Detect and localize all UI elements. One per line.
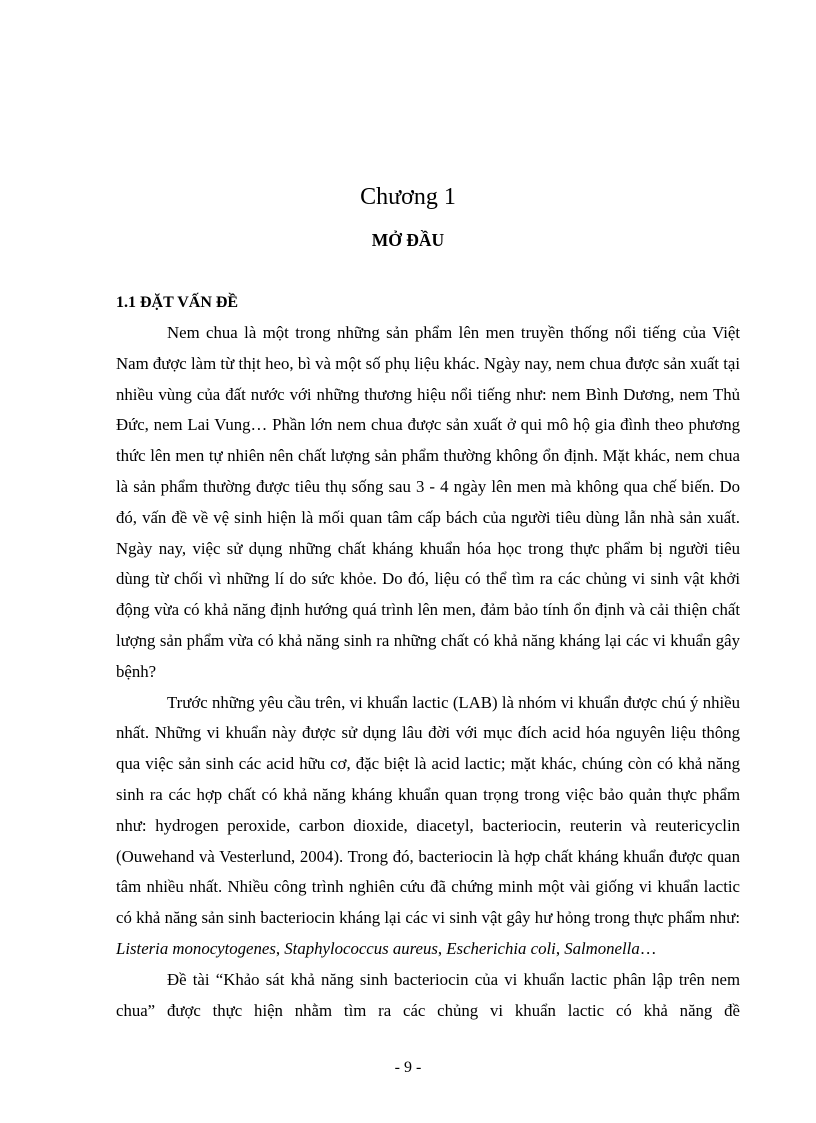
separator: , [555,938,565,958]
species-staphylococcus: Staphylococcus aureus [284,938,438,958]
species-salmonella: Salmonella [564,938,640,958]
separator: , [275,938,285,958]
paragraph-2-text: Trước những yêu cầu trên, vi khuẩn lactic (LAB) là nhóm vi khuẩn được chú ý nhiều nhất. Những vi khuẩn này được sử dụng lâu đời với mục đích acid hóa nguyên liệu thông qua việc sản sinh các acid hữu cơ, đặc biệt là acid lactic; mặt khác, chúng còn có khả năng sinh ra các hợp chất có khả năng kháng khuẩn quan trọng trong việc bảo quản thực phẩm như: hydrogen peroxide, carbon dioxide, diacetyl, bacteriocin, reuterin và reutericyclin (Ouwehand và Vesterlund, 2004). Trong đó, bacteriocin là hợp chất kháng khuẩn được quan tâm nhiều nhất. Nhiều công trình nghiên cứu đã chứng minh một vài giống vi khuẩn lactic có khả năng sản sinh bacteriocin kháng lại các vi sinh vật gây hư hỏng trong thực phẩm như: [116,692,740,928]
paragraph-1: Nem chua là một trong những sản phẩm lên men truyền thống nổi tiếng của Việt Nam được làm từ thịt heo, bì và một số phụ liệu khác. Ngày nay, nem chua được sản xuất tại nhiều vùng của đất nước với những thương hiệu nổi tiếng như: nem Bình Dương, nem Thủ Đức, nem Lai Vung… Phần lớn nem chua được sản xuất ở qui mô hộ gia đình theo phương thức lên men tự nhiên nên chất lượng sản phẩm thường không ổn định. Mặt khác, nem chua là sản phẩm thường được tiêu thụ sống sau 3 - 4 ngày lên men mà không qua chế biến. Do đó, vấn đề về vệ sinh hiện là mối quan tâm cấp bách của người tiêu dùng lẫn nhà sản xuất. Ngày nay, việc sử dụng những chất kháng khuẩn hóa học trong thực phẩm bị người tiêu dùng từ chối vì những lí do sức khỏe. Do đó, liệu có thể tìm ra các chủng vi sinh vật khởi động vừa có khả năng định hướng quá trình lên men, đảm bảo tính ổn định và cải thiện chất lượng sản phẩm vừa có khả năng sinh ra những chất có khả năng kháng lại các vi khuẩn gây bệnh? [116,323,740,681]
chapter-title: Chương 1 [360,184,456,210]
species-escherichia: Escherichia coli [446,938,556,958]
separator: , [437,938,447,958]
chapter-subtitle: MỞ ĐẦU [371,230,445,250]
species-listeria: Listeria monocytogenes [116,938,276,958]
paragraph-3: Đề tài “Khảo sát khả năng sinh bacteriocin của vi khuẩn lactic phân lập trên nem chua” được thực hiện nhằm tìm ra các chủng vi khuẩn lactic có khả năng đề [116,969,740,1020]
body-text [116,318,740,1026]
section-heading: 1.1 ĐẶT VẤN ĐỀ [116,294,239,311]
paragraph-2 [116,688,740,965]
page-number: - 9 - [394,1059,422,1076]
ellipsis: … [639,938,657,958]
